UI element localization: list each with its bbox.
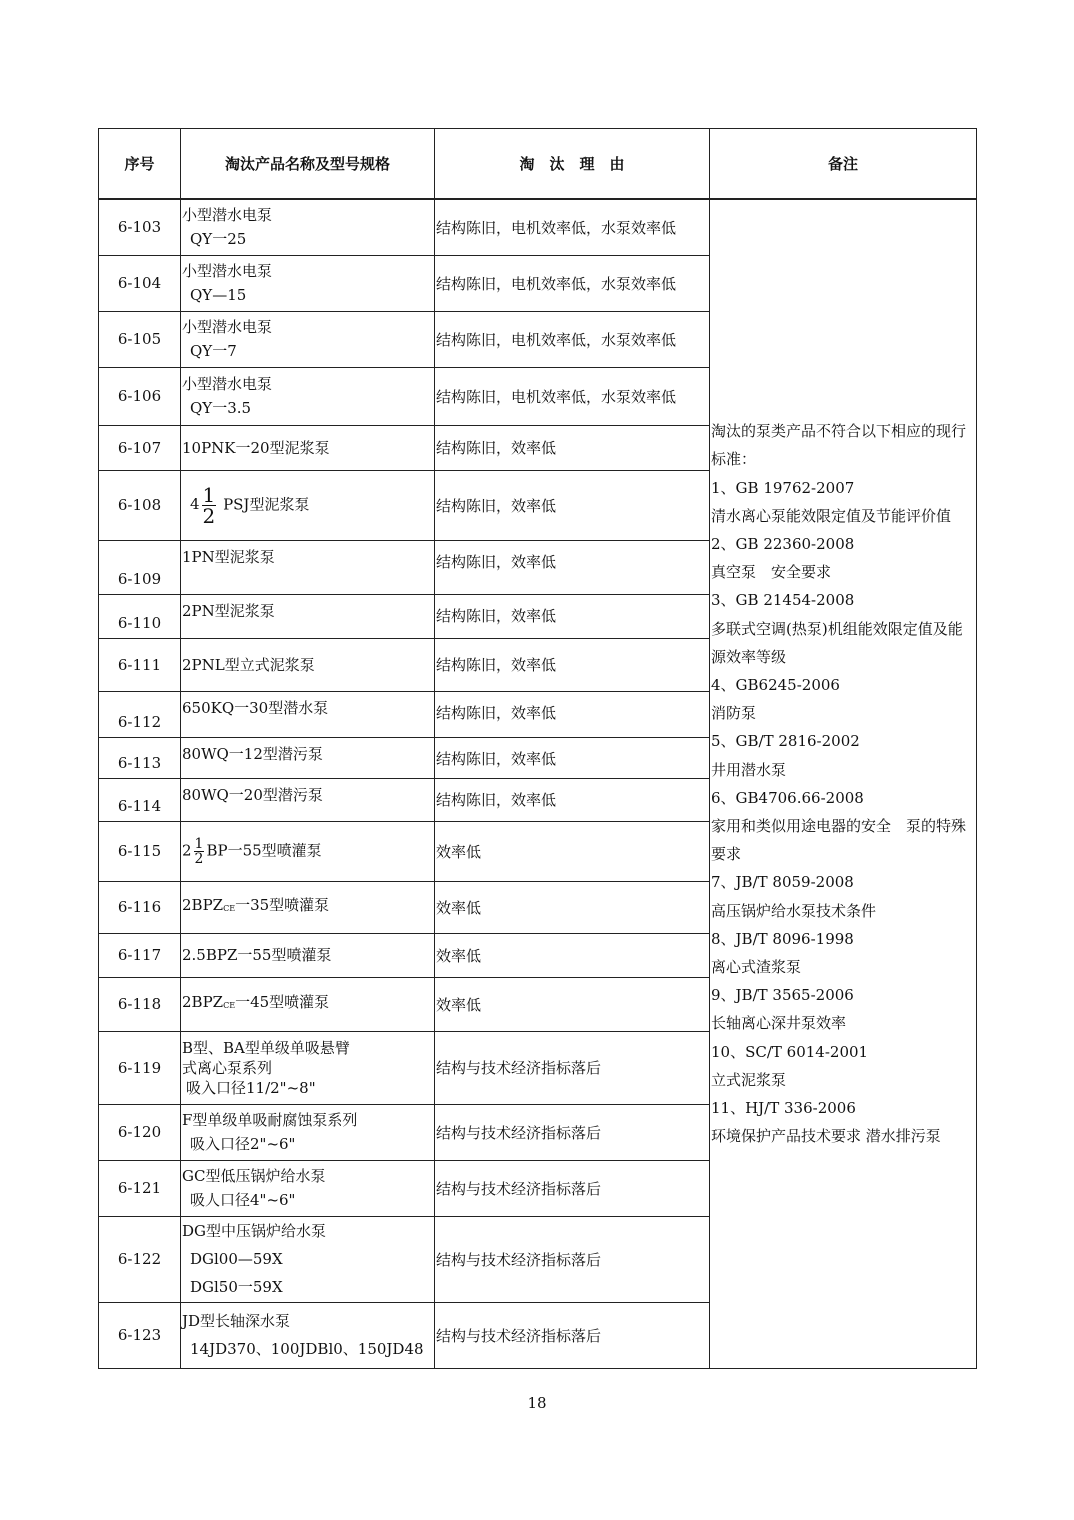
row-product-name: 10PNK一20型泥浆泵 xyxy=(181,425,435,470)
product-name-line: 小型潜水电泵 xyxy=(182,206,273,225)
row-product-name: 2PNL型立式泥浆泵 xyxy=(181,638,435,691)
row-reason: 结构陈旧，效率低 xyxy=(435,778,710,821)
product-name-line: DG型中压锅炉给水泵 xyxy=(182,1222,327,1240)
product-model-line: DGl00—59X xyxy=(190,1250,283,1268)
table-header-row xyxy=(99,129,977,200)
row-serial-number: 6-120 xyxy=(99,1104,181,1160)
row-serial-number: 6-119 xyxy=(99,1031,181,1104)
row-product-name xyxy=(181,881,435,933)
row-product-name: 80WQ一20型潜污泵 xyxy=(181,778,435,821)
header-product-name: 淘汰产品名称及型号规格 xyxy=(181,129,435,200)
row-reason: 结构陈旧，效率低 xyxy=(435,691,710,737)
row-product-name xyxy=(181,367,435,425)
product-model-line: QY—15 xyxy=(190,286,247,304)
row-reason: 结构与技术经济指标落后 xyxy=(435,1216,710,1302)
row-product-name xyxy=(181,255,435,311)
row-product-name: 1PN型泥浆泵 xyxy=(181,540,435,594)
row-reason: 结构陈旧，效率低 xyxy=(435,594,710,638)
row-serial-number: 6-107 xyxy=(99,425,181,470)
product-model-line: QY一25 xyxy=(190,230,247,249)
page-number: 18 xyxy=(527,1394,547,1412)
fraction-whole: 4 xyxy=(190,495,200,513)
product-name-line: 式离心泵系列 xyxy=(182,1058,273,1077)
fraction-denominator: 2 xyxy=(194,850,204,867)
product-name-line: JD型长轴深水泵 xyxy=(182,1312,291,1330)
table-row xyxy=(99,199,977,255)
row-reason: 结构与技术经济指标落后 xyxy=(435,1031,710,1104)
row-product-name xyxy=(181,470,435,540)
row-product-name xyxy=(181,1216,435,1302)
fraction-numerator: 1 xyxy=(194,835,204,852)
row-product-name: 2PN型泥浆泵 xyxy=(181,594,435,638)
product-model-line: QY一3.5 xyxy=(190,399,252,417)
row-serial-number: 6-109 xyxy=(99,540,181,594)
product-spec-line: 吸入口径11/2"~8" xyxy=(186,1078,316,1097)
product-name-line: 小型潜水电泵 xyxy=(182,318,273,336)
row-reason: 效率低 xyxy=(435,977,710,1031)
row-product-name: 2.5BPZ一55型喷灌泵 xyxy=(181,933,435,977)
product-name-line: 小型潜水电泵 xyxy=(182,375,273,393)
row-reason: 结构陈旧，电机效率低，水泵效率低 xyxy=(435,311,710,367)
fraction xyxy=(194,837,205,866)
fraction xyxy=(202,482,217,528)
row-reason: 结构陈旧，电机效率低，水泵效率低 xyxy=(435,199,710,255)
row-serial-number: 6-113 xyxy=(99,737,181,778)
row-reason: 结构陈旧，效率低 xyxy=(435,737,710,778)
row-serial-number: 6-117 xyxy=(99,933,181,977)
row-reason: 结构与技术经济指标落后 xyxy=(435,1302,710,1368)
row-product-name xyxy=(181,821,435,881)
remark-standards-list: 淘汰的泵类产品不符合以下相应的现行标准： 1、GB 19762-2007 清水离心泵能效限定值及节能评价值 2、GB 22360-2008 真空泵 安全要求 3、GB 21454-2008 多联式空调(热泵)机组能效限定值及能源效率等级 4、GB6245-2006 消防泵 5、GB/T 2816-2002 井用潜水泵 6、GB4706.66-2008 家用和类似用途电器的安全 泵的特殊要求 7、JB/T 8059-2008 高压锅炉给水泵技术条件 8、JB/T 8096-1998 离心式渣浆泵 9、JB/T 3565-2006 长轴离心深井泵效率 10、SC/T 6014-2001 立式泥浆泵 11、HJ/T 336-2006 环境保护产品技术要求 潜水排污泵 xyxy=(710,199,977,1368)
row-serial-number: 6-106 xyxy=(99,367,181,425)
header-serial-number: 序号 xyxy=(99,129,181,200)
fraction-denominator: 2 xyxy=(202,503,216,528)
row-serial-number: 6-105 xyxy=(99,311,181,367)
row-serial-number: 6-122 xyxy=(99,1216,181,1302)
product-spec-line: 吸人口径4"~6" xyxy=(190,1191,296,1209)
row-serial-number: 6-115 xyxy=(99,821,181,881)
row-serial-number: 6-108 xyxy=(99,470,181,540)
row-reason: 效率低 xyxy=(435,933,710,977)
obsolete-products-table xyxy=(98,128,977,1369)
product-name-line: B型、BA型单级单吸悬臂 xyxy=(182,1038,350,1057)
row-serial-number: 6-121 xyxy=(99,1160,181,1216)
row-reason: 结构陈旧，电机效率低，水泵效率低 xyxy=(435,367,710,425)
row-serial-number: 6-110 xyxy=(99,594,181,638)
row-reason: 效率低 xyxy=(435,881,710,933)
row-serial-number: 6-118 xyxy=(99,977,181,1031)
row-product-name xyxy=(181,1031,435,1104)
row-reason: 结构陈旧，效率低 xyxy=(435,638,710,691)
fraction-numerator: 1 xyxy=(202,482,216,507)
product-spec-line: 吸入口径2"~6" xyxy=(190,1135,296,1153)
row-serial-number: 6-116 xyxy=(99,881,181,933)
row-product-name xyxy=(181,977,435,1031)
row-reason: 结构陈旧，电机效率低，水泵效率低 xyxy=(435,255,710,311)
row-reason: 结构陈旧，效率低 xyxy=(435,470,710,540)
product-model-line: 14JD370、100JDBl0、150JD48 xyxy=(190,1340,424,1358)
row-serial-number: 6-123 xyxy=(99,1302,181,1368)
product-name-line: 小型潜水电泵 xyxy=(182,262,273,280)
header-remark: 备注 xyxy=(710,129,977,200)
row-product-name xyxy=(181,1104,435,1160)
row-product-name: 650KQ一30型潜水泵 xyxy=(181,691,435,737)
product-model-line: QY一7 xyxy=(190,342,237,360)
row-serial-number: 6-112 xyxy=(99,691,181,737)
row-reason: 效率低 xyxy=(435,821,710,881)
row-product-name xyxy=(181,1160,435,1216)
row-reason: 结构陈旧，效率低 xyxy=(435,425,710,470)
model-suffix: 一45型喷灌泵 xyxy=(235,993,330,1011)
model-prefix: 2BPZ xyxy=(182,896,224,914)
product-model-line: DGl50一59X xyxy=(190,1278,283,1296)
row-product-name: 80WQ一12型潜污泵 xyxy=(181,737,435,778)
product-name-line: GC型低压锅炉给水泵 xyxy=(182,1167,326,1185)
row-product-name xyxy=(181,199,435,255)
row-serial-number: 6-104 xyxy=(99,255,181,311)
model-suffix: 一35型喷灌泵 xyxy=(235,896,330,914)
row-product-name xyxy=(181,1302,435,1368)
row-serial-number: 6-111 xyxy=(99,638,181,691)
row-serial-number: 6-114 xyxy=(99,778,181,821)
model-subscript: CE xyxy=(223,904,236,913)
fraction-whole: 2 xyxy=(182,841,192,859)
model-subscript: CE xyxy=(223,1001,236,1010)
product-name-line: F型单级单吸耐腐蚀泵系列 xyxy=(182,1111,358,1129)
row-product-name xyxy=(181,311,435,367)
header-reason: 淘 汰 理 由 xyxy=(435,129,710,200)
row-serial-number: 6-103 xyxy=(99,199,181,255)
row-reason: 结构与技术经济指标落后 xyxy=(435,1104,710,1160)
row-reason: 结构与技术经济指标落后 xyxy=(435,1160,710,1216)
product-name-rest: BP一55型喷灌泵 xyxy=(206,841,322,859)
model-prefix: 2BPZ xyxy=(182,993,224,1011)
row-reason: 结构陈旧，效率低 xyxy=(435,540,710,594)
product-name-rest: PSJ型泥浆泵 xyxy=(223,495,310,513)
